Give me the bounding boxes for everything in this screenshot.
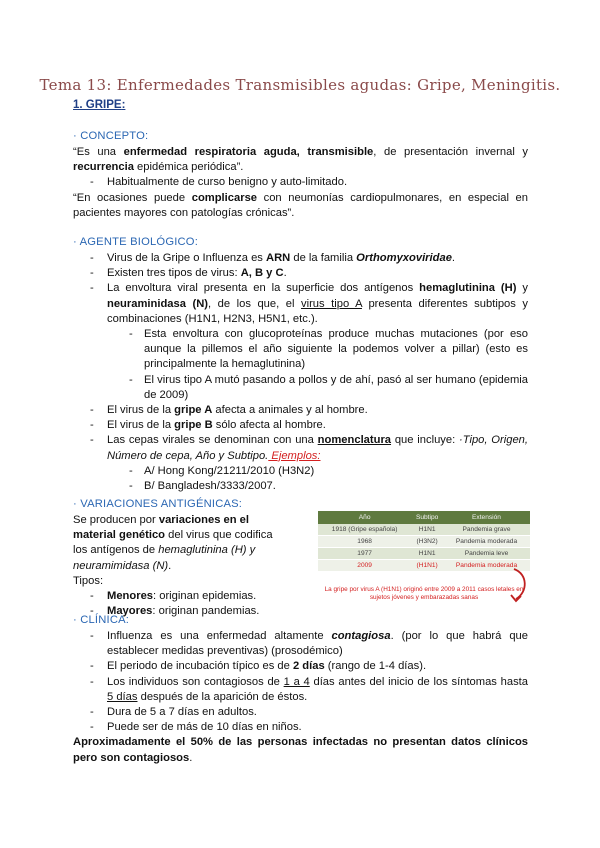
text: Los individuos son contagiosos de [107, 675, 284, 688]
bold-text: recurrencia [73, 161, 134, 174]
text: de la familia [290, 252, 357, 264]
text: “En ocasiones puede [73, 191, 192, 204]
text: con neumonías cardiopulmonares, en especial en pacientes mayores con patologías crónicas”. [73, 191, 528, 219]
text: . [168, 559, 172, 572]
table-cell: H1N1 [411, 548, 443, 560]
text: . (por lo que habrá que establecer medidas preventivas) (prosodémico) [107, 630, 528, 658]
bold-text: Menores [107, 590, 154, 603]
text: afecta a animales y al hombre. [212, 404, 368, 417]
text: después de la aparición de éstos. [137, 690, 308, 703]
list-item [73, 675, 528, 705]
clinica-final-paragraph [73, 735, 528, 765]
list-item [73, 266, 528, 281]
bold-italic-text: Orthomyxoviridae [356, 252, 452, 264]
bold-text: gripe B [174, 419, 213, 432]
pandemic-table-image [318, 511, 530, 572]
table-header-row [318, 511, 530, 524]
list-item: - Esta envoltura con glucoproteínas produce muchas mutaciones (por eso aunque la pillemos el año siguiente la podemos volver a pillar) (esto es principalmente la hemaglutinina) [73, 327, 528, 373]
text: que incluye: [391, 434, 460, 447]
text: El virus de la [107, 419, 175, 432]
text: La envoltura viral presenta en la superficie dos antígenos [107, 282, 420, 295]
bold-text: A, B y C [240, 267, 284, 280]
text: días antes del inicio de los síntomas hasta [309, 675, 528, 688]
italic-text: hemaglutinina (H) y neuramimidasa (N) [73, 544, 256, 572]
section-gripe-colon: : [121, 99, 126, 111]
clinica-list [73, 629, 528, 735]
example-label: Ejemplos: [268, 449, 321, 462]
table-cell: Pandemia moderada [443, 536, 530, 548]
bold-text: variaciones en el material genético [73, 514, 250, 542]
bold-text: 2 días [292, 660, 325, 673]
text: : originan pandemias. [152, 605, 260, 618]
text: sólo afecta al hombre. [212, 419, 326, 432]
bold-text: Mayores [107, 605, 153, 618]
table-cell: 2009 [318, 560, 411, 572]
text: “Es una [73, 146, 124, 158]
list-item [73, 659, 528, 674]
text: Existen tres tipos de virus: [107, 267, 241, 280]
text: , de los que, el [208, 297, 301, 310]
variaciones-paragraph [73, 513, 289, 574]
text: . [283, 267, 287, 280]
text: Se producen por [73, 514, 159, 526]
text: epidémica periódica”. [133, 161, 244, 174]
table-cell: Pandemia grave [443, 524, 530, 536]
text: El virus de la [107, 404, 175, 417]
table-cell: Pandemia leve [443, 548, 530, 560]
section-gripe-label: 1. GRIPE [73, 99, 122, 111]
underlined-text: 1 a 4 [283, 675, 310, 688]
page-title: Tema 13: Enfermedades Transmisibles agudas: Gripe, Meningitis. [39, 76, 561, 94]
italic-text: ·Tipo, Origen, Número de cepa, Año y Subtipo. [107, 434, 528, 462]
concepto-list [73, 175, 528, 190]
list-item [73, 433, 528, 463]
text: del virus que codifica los antígenos de [73, 529, 273, 557]
table-cell: Pandemia moderada [443, 560, 530, 572]
table-header: Año [318, 511, 411, 524]
text: . [189, 751, 193, 764]
table-row [318, 560, 530, 572]
bold-text: enfermedad respiratoria aguda, transmisible [123, 146, 374, 158]
list-item [73, 403, 528, 418]
concepto-paragraph-2 [73, 191, 528, 221]
tipos-label: Tipos: [73, 574, 104, 587]
list-item: - Habitualmente de curso benigno y auto-limitado. [73, 175, 528, 190]
table-cell: (H3N2) [411, 536, 443, 548]
bold-text: hemaglutinina (H) [419, 282, 517, 295]
text: Influenza es una enfermedad altamente [107, 630, 332, 642]
bold-text: Aproximadamente el 50% de las personas infectadas no presentan datos clínicos pero son contagiosos [73, 736, 528, 764]
list-item: - Puede ser de más de 10 días en niños. [73, 720, 528, 735]
agente-list [73, 251, 528, 494]
underlined-text: 5 días [107, 690, 138, 703]
heading-variaciones: · VARIACIONES ANTIGÉNICAS: [73, 498, 243, 510]
list-item [73, 589, 289, 604]
bold-text: neuraminidasa (N) [107, 297, 209, 310]
table-cell: (H1N1) [411, 560, 443, 572]
table-cell: 1977 [318, 548, 411, 560]
text: . [451, 252, 456, 264]
text: , de presentación invernal y [373, 146, 528, 158]
list-item: - A/ Hong Kong/21211/2010 (H3N2) [73, 464, 528, 479]
table-caption: La gripe por virus A (H1N1) originó entre 2009 a 2011 casos letales en sujetos jóvenes y embarazadas sanas [324, 586, 524, 601]
bold-text: ARN [266, 252, 291, 264]
list-item [73, 281, 528, 327]
table-header: Subtipo [411, 511, 443, 524]
text: y [516, 282, 528, 295]
list-item: - El virus tipo A mutó pasando a pollos y de ahí, pasó al ser humano (epidemia de 2009) [73, 373, 528, 403]
table-cell: 1968 [318, 536, 411, 548]
concepto-block [73, 145, 528, 221]
text: (rango de 1-4 días). [324, 660, 427, 673]
table-row [318, 548, 530, 560]
list-item: - Dura de 5 a 7 días en adultos. [73, 705, 528, 720]
heading-concepto: · CONCEPTO: [73, 130, 149, 142]
variaciones-block [73, 513, 289, 619]
clinica-block [73, 629, 528, 766]
list-item [73, 629, 528, 659]
list-item [73, 251, 528, 266]
bold-text: gripe A [174, 404, 213, 417]
pandemic-table [318, 511, 530, 572]
text: : originan epidemias. [153, 590, 257, 603]
heading-clinica: · CLÍNICA: [73, 614, 130, 626]
bold-text: complicarse [191, 191, 258, 204]
heading-agente-biologico: · AGENTE BIOLÓGICO: [73, 236, 199, 248]
table-row [318, 524, 530, 536]
text: Virus de la Gripe o Influenza es [107, 252, 266, 264]
agente-block [73, 251, 528, 494]
text: El periodo de incubación típico es de [107, 660, 293, 673]
underlined-text: virus tipo A [301, 297, 362, 310]
text: presenta diferentes subtipos y combinaciones (H1N1, H2N3, H5N1, etc.). [107, 297, 528, 325]
table-cell: 1918 (Gripe española) [318, 524, 411, 536]
table-cell: H1N1 [411, 524, 443, 536]
table-header: Extensión [443, 511, 530, 524]
bold-underlined-text: nomenclatura [317, 434, 392, 447]
list-item: - B/ Bangladesh/3333/2007. [73, 479, 528, 494]
bold-italic-text: contagiosa [331, 630, 391, 642]
table-row [318, 536, 530, 548]
text: Las cepas virales se denominan con una [107, 434, 318, 447]
section-gripe-title [73, 99, 125, 111]
concepto-paragraph-1 [73, 145, 528, 175]
list-item [73, 418, 528, 433]
